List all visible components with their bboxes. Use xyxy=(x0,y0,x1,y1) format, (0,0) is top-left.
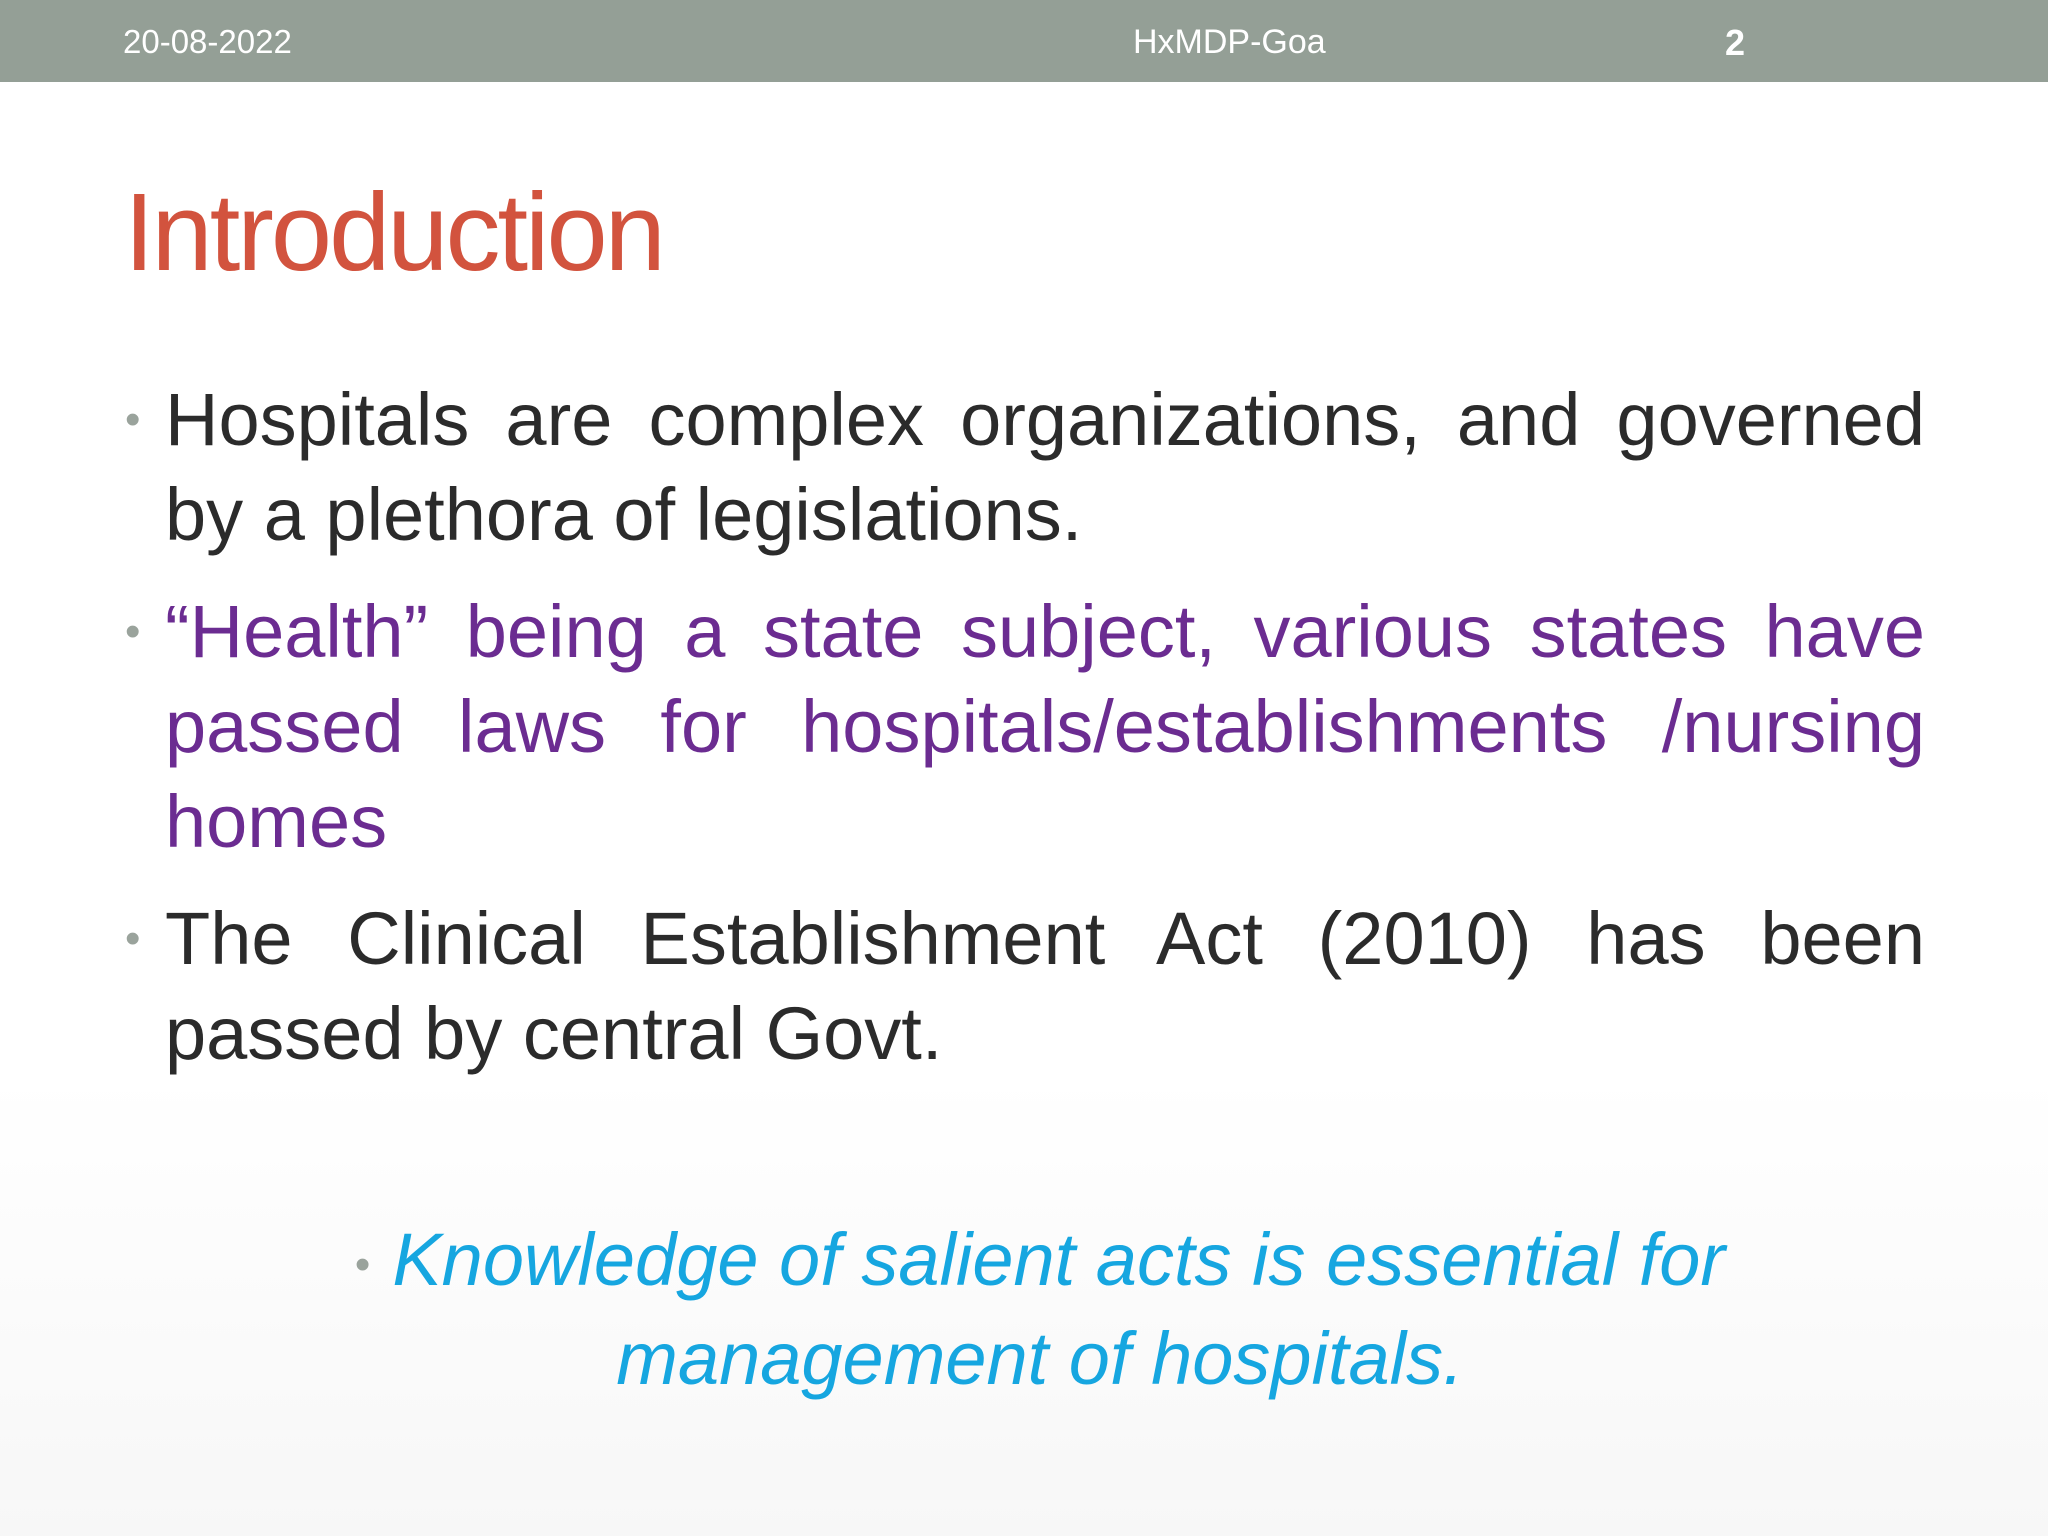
bullet-item xyxy=(125,372,1925,562)
bullet-dot-icon: • xyxy=(125,914,141,963)
header-bar xyxy=(0,0,2048,82)
bullet-dot-icon: • xyxy=(125,607,141,656)
bullet-text: “Health” being a state subject, various states have passed laws for hospitals/establishments /nursing homes xyxy=(165,590,1925,863)
emphasis-statement xyxy=(270,1213,1810,1406)
bullet-dot-icon: • xyxy=(354,1240,371,1290)
slide-title: Introduction xyxy=(124,171,663,294)
header-date: 20-08-2022 xyxy=(123,23,292,60)
bullet-item xyxy=(125,891,1925,1081)
bullet-list xyxy=(125,372,1925,1103)
header-presentation-name: HxMDP-Goa xyxy=(1133,23,1326,61)
page-number: 2 xyxy=(1725,22,1746,63)
bullet-text: The Clinical Establishment Act (2010) has been passed by central Govt. xyxy=(165,897,1925,1075)
bullet-text: Hospitals are complex organizations, and governed by a plethora of legislations. xyxy=(165,378,1925,556)
emphasis-text: Knowledge of salient acts is essential for management of hospitals. xyxy=(392,1218,1726,1401)
bullet-item xyxy=(125,584,1925,869)
bullet-dot-icon: • xyxy=(125,395,141,444)
